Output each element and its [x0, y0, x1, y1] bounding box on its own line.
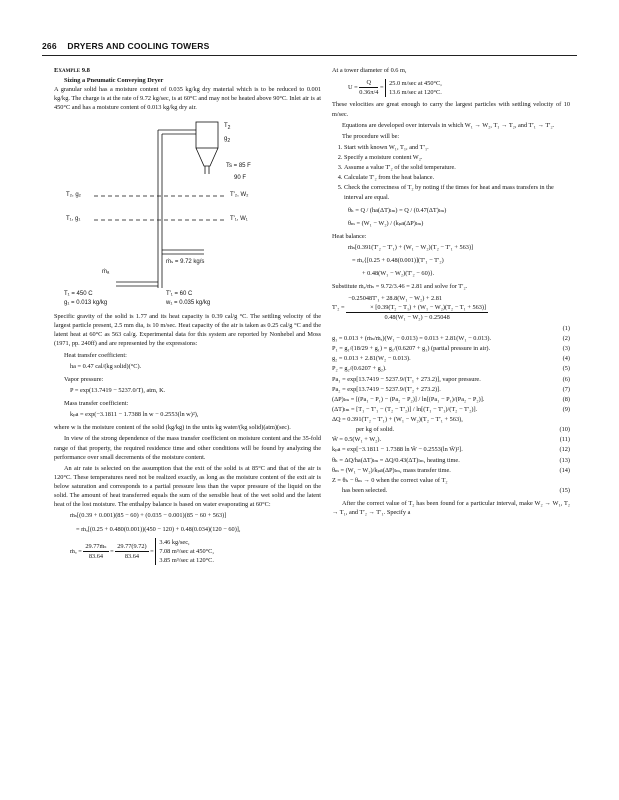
heat-balance-2: = ṁₐ{[0.25 + 0.48(0.001)](T′₁ − T′₂)	[352, 257, 444, 265]
heat-balance-3: + 0.48(W₁ − W₂)(T′₂ − 60)}.	[362, 270, 435, 278]
paragraph-analysis: In view of the strong dependence of the mass transfer coefficient on moisture content and the 35-fold range of that property, the required residence time and other conditions will be found by analyzing the performance over small decrements of the moisture content.	[54, 435, 321, 461]
running-header	[42, 41, 209, 51]
mtc-label: Mass transfer coefficient:	[64, 400, 129, 408]
label-90f: 90 F	[234, 175, 247, 182]
equation-row: g₂ = 0.013 + 2.81(W₂ − 0.013). (4)	[332, 355, 570, 363]
velocity-equation: U = $\frac{Q}{0.36\pi/4}$ = 25.0 m/sec at 450°C, 13.6 m/sec at 120°C.	[348, 79, 442, 97]
step-1: 1. Start with known W₁, T₁, and T′₁.	[344, 143, 570, 152]
right-column	[332, 66, 570, 519]
diameter-text: At a tower diameter of 0.6 m,	[332, 67, 407, 74]
label-ms: ṁₛ = 9.72 kg/s	[166, 259, 205, 266]
equation-row: has been selected. (15)	[342, 486, 570, 494]
label-t1-450: T₁ = 450 C	[64, 291, 93, 298]
equation-row: per kg of solid. (10)	[356, 426, 570, 434]
equation-list	[332, 324, 570, 495]
heat-balance-1: ṁₛ[0.391(T′₂ − T′₁) + (W₁ − W₂)(T₂ − T′₁ + 563)]	[348, 244, 474, 251]
dryer-diagram	[54, 118, 321, 308]
procedure-intro: The procedure will be:	[342, 132, 400, 140]
page-number: 266	[42, 41, 57, 51]
equation-row: θₕ = ΔQ/ha(ΔT)ₗₘ = ΔQ/0.43(ΔT)ₗₘ, heating time. (13)	[332, 456, 570, 464]
vp-equation: P = exp(13.7419 − 5237.0/T), atm, K.	[70, 386, 166, 394]
example-label: Example 9.8	[54, 67, 90, 74]
theta-h-equation: θₕ = Q / (ha(ΔT)ₗₘ) = Q / (0.47(ΔT)ₗₘ)	[348, 206, 447, 214]
cyclone-cone	[196, 148, 218, 166]
step-3: 3. Assume a value T′₂ of the solid temperature.	[344, 163, 570, 172]
equation-row: θₘ = (W₁ − W₂)/kₚa(ΔP)ₗₘ, mass transfer time. (14)	[332, 466, 570, 474]
substitute-text: Substitute ṁₐ/ṁₛ = 9.72/3.46 = 2.81 and solve for T′₂.	[332, 283, 468, 291]
equation-row: Pa₁ = exp[13.7419 − 5237.9/(T′₁ + 273.2)], vapor pressure. (6)	[332, 375, 570, 383]
equation-row: Pa₂ = exp[13.7419 − 5237.9/(T′₂ + 273.2)]. (7)	[332, 385, 570, 393]
label-t2-top: $T_2$	[224, 123, 231, 132]
procedure-steps	[332, 143, 570, 202]
example-title: Sizing a Pneumatic Conveying Dryer	[64, 76, 164, 84]
label-t2p-w2: T′₂, W₂	[230, 192, 249, 199]
air-rate-result: ṁₐ = $\frac{\text{29.77ṁₛ}}{83.64}$ = $\frac{29.77(9.72)}{83.64}$ = 3.46 kg/sec, 7.08 m³/sec at 450°C, 3.85 m³/sec at 120°C.	[70, 538, 214, 564]
vp-label: Vapor pressure:	[64, 375, 104, 383]
heat-balance-label: Heat balance:	[332, 232, 367, 240]
label-g2-top: $g_2$	[224, 136, 231, 145]
equation-row: kₚa = exp[−3.1811 − 1.7388 ln W̄ − 0.2553(ln W̄)²]. (12)	[332, 446, 570, 454]
equation-row: g₁ = 0.013 + (ṁₛ/ṁₐ)(W₁ − 0.013) = 0.013 + 2.81(W₁ − 0.013). (2)	[332, 335, 570, 342]
velocities-paragraph: These velocities are great enough to carry the largest particles with settling velocity of 10 m/sec.	[332, 101, 570, 118]
equation-row: P₂ = g₂/(0.6207 + g₂). (5)	[332, 365, 570, 373]
balance-line-2: = ṁₐ[(0.25 + 0.480(0.001))(450 − 120) + 0.48(0.034)(120 − 60)],	[76, 525, 241, 533]
step-2: 2. Specify a moisture content W₂.	[344, 153, 570, 162]
equation-row: (1)	[562, 324, 570, 332]
mtc-equation: kₚa = exp(−3.1811 − 1.7388 ln w − 0.2553(ln w)²),	[70, 411, 199, 419]
label-t1-g1: T₁, g₁	[66, 216, 81, 223]
header-rule	[42, 55, 577, 56]
balance-line-1: ṁₛ[(0.39 + 0.001)(85 − 60) + (0.035 − 0.001)(85 − 60 + 563)]	[70, 512, 227, 520]
label-ts-85: Ts = 85 F	[226, 163, 251, 170]
label-t1p-60: T′₁ = 60 C	[166, 291, 193, 298]
closing-paragraph: After the correct value of T₂ has been found for a particular interval, make W₂ → W₁, T₂ → T₁, and T′₂ → T′₁. Specify a	[332, 500, 570, 517]
equation-row: ΔQ = 0.391(T′₂ − T′₁) + (W₁ − W₂)(T₂ − T′₁ + 563),	[332, 416, 463, 423]
paragraph-properties: Specific gravity of the solid is 1.77 and its heat capacity is 0.39 cal/g °C. The settling velocity of the largest particle present, 2.5 mm dia, is 10 m/sec. Heat capacity of the air is taken as 0.25 cal/g °C and the latent heat at 60°C as 563 cal/g. Experimental data for this system are reported by Nonhebel and Moss (1971, pp. 240ff) and are represented by the expressions:	[54, 313, 321, 348]
htc-label: Heat transfer coefficient:	[64, 351, 127, 359]
label-ma: ṁₐ	[102, 269, 110, 276]
cyclone-body	[196, 122, 218, 148]
equation-row: P₁ = g₁/(18/29 + g₁) = g₁/(0.6207 + g₁) (partial pressure in air). (3)	[332, 345, 570, 353]
intro-paragraph: A granular solid has a moisture content of 0.035 kg/kg dry material which is to be reduced to 0.001 kg/kg. The charge is at the rate of 9.72 kg/sec, is at 60°C and may not be heated above 90°C. Inlet air is at 450°C and has a moisture content of 0.013 kg/kg dry air.	[54, 85, 321, 111]
paragraph-units: where w is the moisture content of the solid (kg/kg) in the units kg water/(kg solid)(atm)(sec).	[54, 424, 291, 432]
running-title: DRYERS AND COOLING TOWERS	[67, 41, 210, 51]
step-5: 5. Check the correctness of T₂ by noting if the times for heat and mass transfers in the interval are equal.	[344, 183, 570, 201]
intervals-paragraph: Equations are developed over intervals in which W₁ → W₂, T₁ → T₂, and T′₁ → T′₂.	[342, 121, 555, 129]
htc-equation: ha = 0.47 cal/(kg solid)(°C).	[70, 362, 142, 370]
t2-solution: T′₂ = −0.25048T′₁ + 28.8(W₁ − W₂) + 2.81 × [0.39(T₂ − T₁) + (W₁ − W₂)(T₂ − T₁ + 563)] 0.48(W₁ − W₂) − 0.25048	[332, 294, 487, 321]
left-column	[54, 66, 321, 565]
equation-row: (ΔT)ₗₘ = [T₁ − T′₁ − (T₂ − T′₂)] / ln[(T₁ − T′₁)/(T₂ − T′₂)]. (9)	[332, 405, 570, 413]
label-t2-g2: T₂, g₂	[66, 192, 81, 199]
paragraph-air-rate: An air rate is selected on the assumption that the exit of the solid is at 85°C and that of the air is 120°C. These temperatures need not be realized exactly, as long as the moisture content of the exit air is below saturation and corresponds to a partial pressure less than the vapor pressure of the liquid on the solid. The amount of heat transferred equals the sum of the sensible heat of the wet solid and the latent heat of the lost moisture. The enthalpy balance is based on water evaporating at 60°C:	[54, 464, 321, 509]
equation-row: W̄ = 0.5(W₁ + W₂). (11)	[332, 436, 570, 444]
label-t1p-w1: T′₁, W₁	[230, 216, 248, 223]
label-g1-013: g₁ = 0.013 kg/kg	[64, 300, 108, 307]
label-w1-035: w₁ = 0.035 kg/kg	[166, 300, 211, 307]
theta-m-equation: θₘ = (W₁ − W₂) / (kₚa(ΔP)ₗₘ)	[348, 219, 424, 227]
equation-row: (ΔP)ₗₘ = [(Pa₁ − P₁) − (Pa₂ − P₂)] / ln[(Pa₁ − P₁)/(Pa₂ − P₂)]. (8)	[332, 395, 570, 403]
step-4: 4. Calculate T′₂ from the heat balance.	[344, 173, 570, 182]
dryer-figure	[54, 118, 321, 308]
equation-row: Z = θₕ − θₘ → 0 when the correct value of T₂	[332, 476, 448, 484]
